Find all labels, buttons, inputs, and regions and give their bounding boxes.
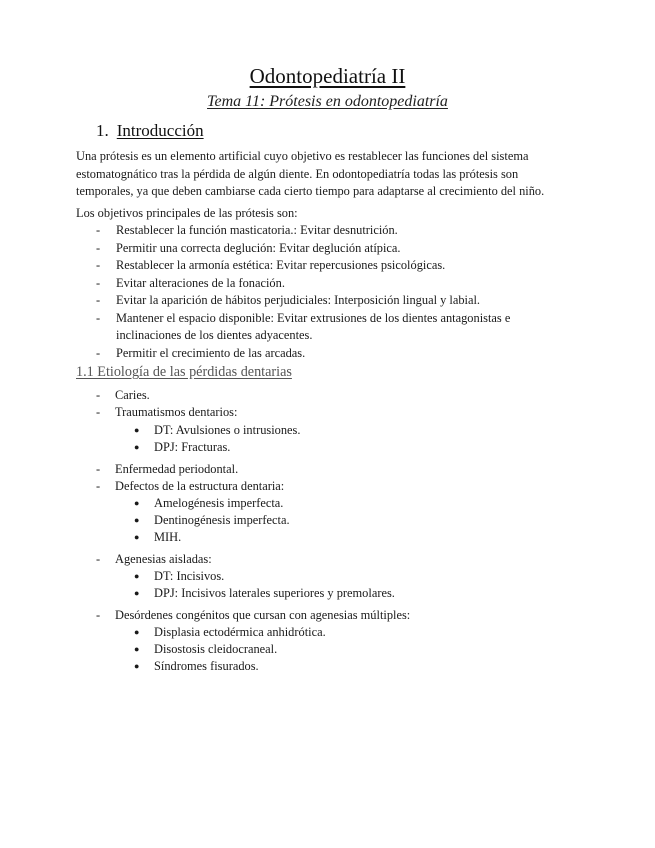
list-item <box>78 222 536 240</box>
dash-marker: - <box>96 258 101 272</box>
bullet-marker: ● <box>134 661 140 671</box>
dash-marker: - <box>96 462 101 476</box>
intro-paragraph: Una prótesis es un elemento artificial cuyo objetivo es restablecer las funciones del sistema estomatognático tras la pérdida de algún diente. En odontopediatría todas las prótesis son temporales, ya que deben cambiarse cada cierto tiempo para adaptarse al crecimiento del niño. <box>76 149 545 198</box>
etiology-item-label: Agenesias aisladas: <box>115 552 212 566</box>
dash-marker: - <box>96 608 101 622</box>
bullet-marker: ● <box>134 425 140 435</box>
list-item <box>78 310 536 345</box>
objectives-lead: Los objetivos principales de las prótesis son: <box>76 206 298 220</box>
list-item <box>78 240 536 258</box>
list-item-text: Evitar la aparición de hábitos perjudiciales: Interposición lingual y labial. <box>116 293 481 307</box>
dash-marker: - <box>96 223 101 237</box>
section-title: Introducción <box>116 121 204 140</box>
list-item-text: Permitir una correcta deglución: Evitar deglución atípica. <box>116 240 401 255</box>
section-number: 1. <box>96 121 109 140</box>
subsection-heading-etiologia: 1.1 Etiología de las pérdidas dentarias <box>76 364 292 380</box>
etiology-subitem-label: Displasia ectodérmica anhidrótica. <box>154 625 326 639</box>
list-item <box>78 292 536 310</box>
list-item-text: Restablecer la armonía estética: Evitar repercusiones psicológicas. <box>116 258 446 272</box>
bullet-marker: ● <box>134 588 140 598</box>
list-item-text: Permitir el crecimiento de las arcadas. <box>116 345 306 360</box>
dash-marker: - <box>96 310 101 325</box>
etiology-item-label: Caries. <box>115 388 150 402</box>
list-item <box>78 345 536 363</box>
dash-marker: - <box>96 479 101 493</box>
etiology-subitem-label: Dentinogénesis imperfecta. <box>154 513 290 527</box>
etiology-subitem-label: DT: Incisivos. <box>154 569 225 583</box>
etiology-subitem-label: Amelogénesis imperfecta. <box>154 496 284 510</box>
bullet-marker: ● <box>134 532 140 542</box>
list-item-text: Mantener el espacio disponible: Evitar extrusiones de los dientes antagonistas e inclinaciones de los dientes adyacentes. <box>116 310 511 342</box>
etiology-item-label: Traumatismos dentarios: <box>115 405 238 419</box>
etiology-subitem-label: DPJ: Incisivos laterales superiores y premolares. <box>154 586 395 600</box>
list-item <box>78 275 536 293</box>
bullet-marker: ● <box>134 627 140 637</box>
etiology-item-label: Desórdenes congénitos que cursan con agenesias múltiples: <box>115 608 411 622</box>
bullet-marker: ● <box>134 498 140 508</box>
etiology-subitem-label: DT: Avulsiones o intrusiones. <box>154 423 301 437</box>
bullet-marker: ● <box>134 515 140 525</box>
list-item-text: Restablecer la función masticatoria.: Evitar desnutrición. <box>116 223 398 237</box>
dash-marker: - <box>96 293 101 307</box>
etiology-subitem-label: Síndromes fisurados. <box>154 659 259 673</box>
etiology-subitem-label: MIH. <box>154 530 182 544</box>
bullet-marker: ● <box>134 644 140 654</box>
section-heading-introduccion <box>96 121 204 141</box>
etiology-subitem-label: Disostosis cleidocraneal. <box>154 642 278 656</box>
dash-marker: - <box>96 275 101 290</box>
objectives-list <box>78 222 578 362</box>
document-title: Odontopediatría II <box>249 64 406 88</box>
dash-marker: - <box>96 345 101 360</box>
document-subtitle: Tema 11: Prótesis en odontopediatría <box>207 93 448 110</box>
dash-marker: - <box>96 552 101 566</box>
list-item <box>78 257 536 275</box>
dash-marker: - <box>96 405 101 419</box>
etiology-subitem-label: DPJ: Fracturas. <box>154 440 231 454</box>
bullet-marker: ● <box>134 442 140 452</box>
list-item-text: Evitar alteraciones de la fonación. <box>116 275 285 290</box>
dash-marker: - <box>96 240 101 255</box>
etiology-item-label: Enfermedad periodontal. <box>115 462 239 476</box>
etiology-item-label: Defectos de la estructura dentaria: <box>115 479 285 493</box>
dash-marker: - <box>96 388 101 402</box>
bullet-marker: ● <box>134 571 140 581</box>
